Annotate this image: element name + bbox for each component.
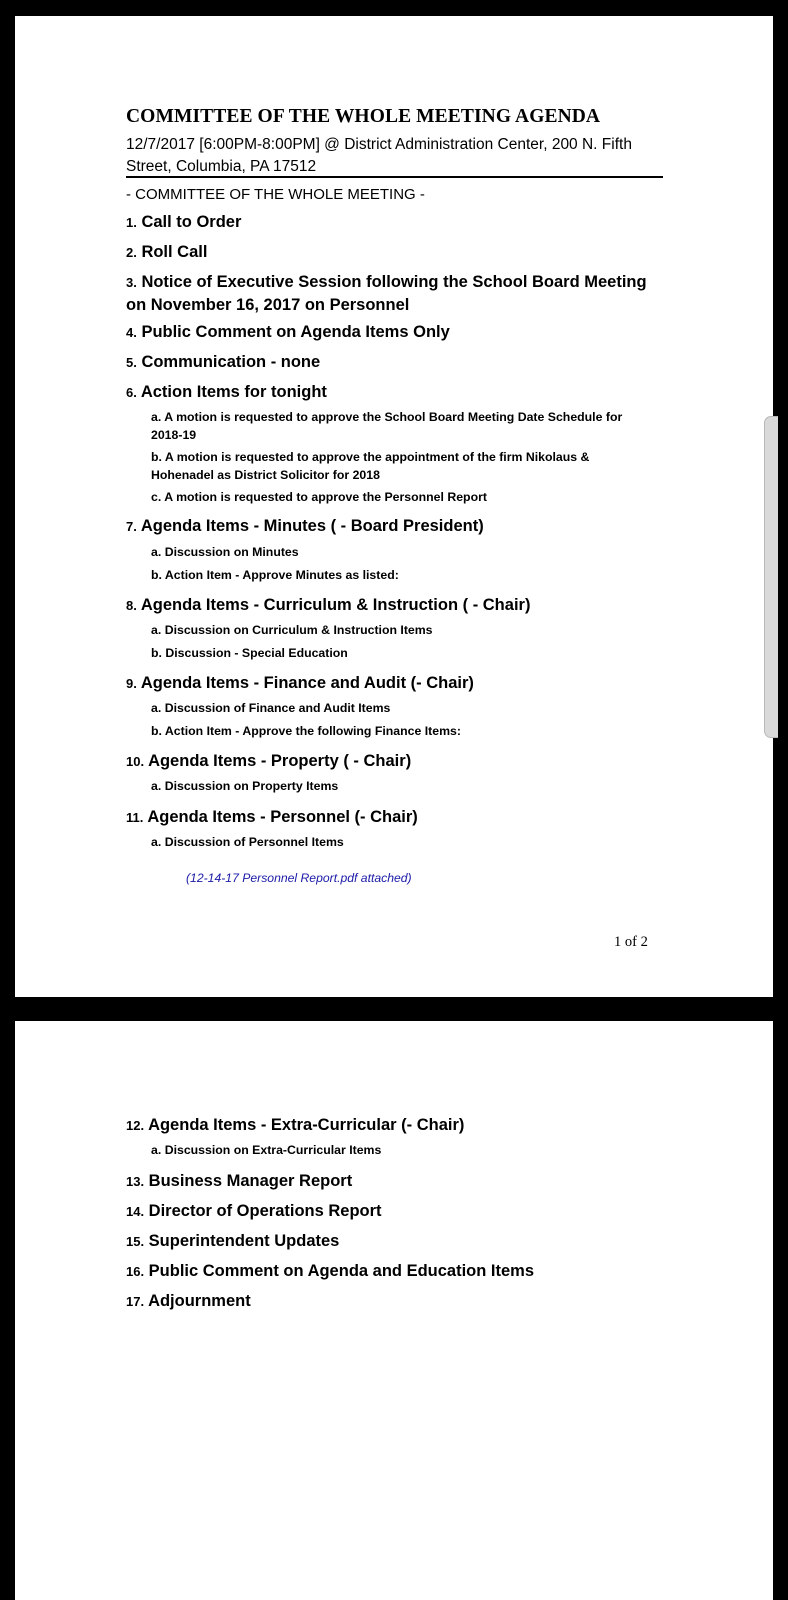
agenda-subitem-12a	[151, 1142, 381, 1160]
item-text: Communication - none	[141, 353, 321, 371]
subitem-letter: c.	[151, 490, 162, 504]
document-page-1	[15, 16, 773, 997]
attachment-link[interactable]: (12-14-17 Personnel Report.pdf attached)	[186, 871, 412, 885]
document-title: COMMITTEE OF THE WHOLE MEETING AGENDA	[126, 106, 601, 127]
agenda-subitem-11a	[151, 834, 344, 852]
section-heading: - COMMITTEE OF THE WHOLE MEETING -	[126, 186, 425, 203]
agenda-subitem-10a	[151, 778, 338, 796]
item-number: 6.	[126, 385, 137, 400]
item-number: 15.	[126, 1234, 145, 1249]
agenda-item-17	[126, 1292, 251, 1311]
agenda-subitem-7a	[151, 544, 299, 562]
item-text: Notice of Executive Session following the School Board Meeting on November 16, 2017 on Personnel	[126, 273, 647, 314]
subitem-letter: a.	[151, 779, 162, 793]
item-number: 17.	[126, 1294, 145, 1309]
item-text: Agenda Items - Extra-Curricular (- Chair)	[148, 1116, 465, 1134]
item-text: Adjournment	[148, 1292, 251, 1310]
subitem-letter: b.	[151, 646, 162, 660]
agenda-item-4	[126, 323, 450, 342]
subitem-letter: a.	[151, 623, 162, 637]
subitem-letter: b.	[151, 568, 162, 582]
meeting-details: 12/7/2017 [6:00PM-8:00PM] @ District Administration Center, 200 N. Fifth Street, Columbia, PA 17512	[126, 136, 632, 175]
subitem-letter: a.	[151, 701, 162, 715]
subitem-letter: b.	[151, 724, 162, 738]
item-text: Call to Order	[141, 213, 242, 231]
agenda-subitem-7b	[151, 567, 399, 585]
agenda-item-12	[126, 1116, 464, 1135]
subitem-text: Action Item - Approve the following Finance Items:	[164, 724, 461, 738]
agenda-item-6	[126, 383, 327, 402]
subitem-text: A motion is requested to approve the appointment of the firm Nikolaus & Hohenadel as District Solicitor for 2018	[151, 450, 590, 482]
subitem-letter: a.	[151, 835, 162, 849]
subitem-text: A motion is requested to approve the Personnel Report	[164, 490, 487, 504]
subitem-text: Discussion of Personnel Items	[164, 835, 344, 849]
item-text: Roll Call	[141, 243, 208, 261]
item-number: 1.	[126, 215, 137, 230]
agenda-item-3	[126, 271, 656, 316]
agenda-item-9	[126, 674, 474, 693]
agenda-subitem-9b	[151, 723, 461, 741]
agenda-item-11	[126, 808, 418, 827]
page-number: 1 of 2	[614, 934, 648, 950]
agenda-subitem-6a	[151, 409, 651, 444]
agenda-subitem-9a	[151, 700, 390, 718]
item-text: Superintendent Updates	[148, 1232, 340, 1250]
item-text: Public Comment on Agenda and Education Items	[148, 1262, 535, 1280]
subitem-letter: b.	[151, 450, 162, 464]
subitem-text: Discussion on Minutes	[164, 545, 299, 559]
subitem-text: Discussion on Curriculum & Instruction Items	[164, 623, 433, 637]
agenda-item-2	[126, 243, 207, 262]
subitem-letter: a.	[151, 545, 162, 559]
agenda-subitem-6b	[151, 449, 651, 484]
agenda-subitem-6c	[151, 489, 487, 507]
scrollbar-handle[interactable]	[764, 416, 778, 738]
subitem-text: A motion is requested to approve the School Board Meeting Date Schedule for 2018-19	[151, 410, 623, 442]
item-number: 3.	[126, 275, 137, 290]
item-text: Action Items for tonight	[140, 383, 327, 401]
item-number: 8.	[126, 598, 137, 613]
subitem-text: Discussion of Finance and Audit Items	[164, 701, 391, 715]
agenda-item-8	[126, 596, 530, 615]
agenda-item-7	[126, 517, 484, 536]
item-number: 11.	[126, 810, 144, 825]
agenda-item-5	[126, 353, 320, 372]
agenda-item-14	[126, 1202, 382, 1221]
agenda-item-15	[126, 1232, 339, 1251]
subitem-text: Discussion on Property Items	[164, 779, 339, 793]
agenda-item-13	[126, 1172, 352, 1191]
item-text: Agenda Items - Property ( - Chair)	[148, 752, 412, 770]
item-number: 2.	[126, 245, 137, 260]
item-text: Public Comment on Agenda Items Only	[141, 323, 450, 341]
subitem-text: Action Item - Approve Minutes as listed:	[164, 568, 399, 582]
item-text: Agenda Items - Curriculum & Instruction ( - Chair)	[140, 596, 531, 614]
agenda-subitem-8b	[151, 645, 348, 663]
item-number: 14.	[126, 1204, 145, 1219]
item-number: 13.	[126, 1174, 145, 1189]
item-text: Agenda Items - Minutes ( - Board President)	[140, 517, 484, 535]
title-divider	[126, 176, 663, 178]
item-text: Agenda Items - Personnel (- Chair)	[147, 808, 418, 826]
item-number: 9.	[126, 676, 137, 691]
document-page-2	[15, 1021, 773, 1600]
agenda-item-10	[126, 752, 411, 771]
agenda-subitem-8a	[151, 622, 433, 640]
item-text: Agenda Items - Finance and Audit (- Chair)	[140, 674, 474, 692]
agenda-item-1	[126, 213, 241, 232]
item-number: 12.	[126, 1118, 145, 1133]
item-number: 16.	[126, 1264, 145, 1279]
subitem-text: Discussion on Extra-Curricular Items	[164, 1143, 382, 1157]
item-number: 4.	[126, 325, 137, 340]
item-number: 7.	[126, 519, 137, 534]
item-number: 5.	[126, 355, 137, 370]
item-number: 10.	[126, 754, 145, 769]
subitem-text: Discussion - Special Education	[165, 646, 348, 660]
item-text: Business Manager Report	[148, 1172, 353, 1190]
item-text: Director of Operations Report	[148, 1202, 382, 1220]
agenda-item-16	[126, 1262, 534, 1281]
subitem-letter: a.	[151, 1143, 162, 1157]
subitem-letter: a.	[151, 410, 162, 424]
